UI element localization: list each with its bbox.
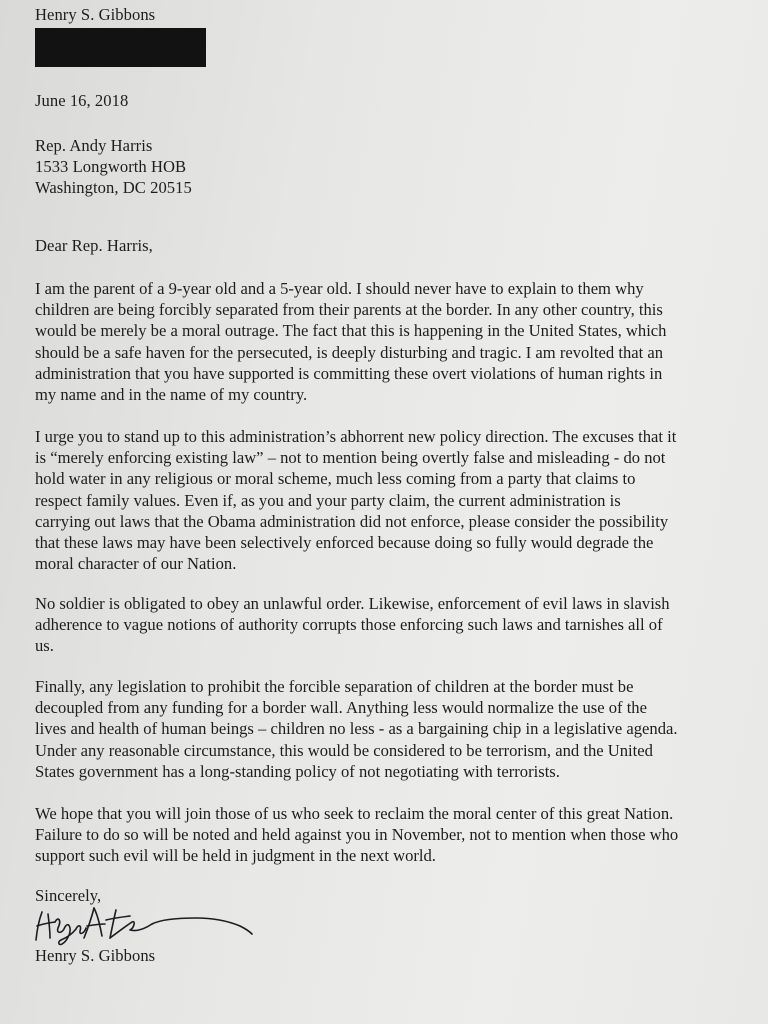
paragraph-line: I urge you to stand up to this administration’s abhorrent new policy direction. The excuses that it (35, 427, 677, 446)
redacted-address-block (35, 28, 206, 67)
letter-date: June 16, 2018 (35, 91, 129, 110)
paragraph-line: Failure to do so will be noted and held against you in November, not to mention when those who (35, 825, 679, 845)
paragraph-1 (35, 278, 755, 405)
paragraph-line: Finally, any legislation to prohibit the forcible separation of children at the border must be (35, 677, 634, 696)
paragraph-2 (35, 426, 755, 574)
recipient-line-1: Rep. Andy Harris (35, 136, 153, 155)
paragraph-line: support such evil will be held in judgment in the next world. (35, 846, 436, 866)
handwritten-signature (28, 896, 258, 946)
recipient-line-2: 1533 Longworth HOB (35, 157, 187, 176)
paragraph-line: decoupled from any funding for a border wall. Anything less would normalize the use of the (35, 698, 647, 718)
paragraph-line: adherence to vague notions of authority corrupts those enforcing such laws and tarnishes all of (35, 615, 663, 635)
paragraph-line: moral character of our Nation. (35, 554, 237, 574)
paragraph-line: States government has a long-standing policy of not negotiating with terrorists. (35, 761, 560, 781)
paragraph-line: hold water in any religious or moral scheme, much less coming from a party that claims to (35, 469, 636, 489)
closing: Sincerely, (35, 886, 102, 905)
paragraph-line: is “merely enforcing existing law” – not to mention being overtly false and misleading - do not (35, 448, 666, 468)
paragraph-line: I am the parent of a 9-year old and a 5-year old. I should never have to explain to them why (35, 279, 644, 298)
sender-name: Henry S. Gibbons (35, 5, 156, 24)
paragraph-line: lives and health of human beings – children no less - as a bargaining chip in a legislative agenda. (35, 719, 678, 739)
paragraph-line: We hope that you will join those of us who seek to reclaim the moral center of this great Nation. (35, 804, 674, 823)
paragraph-line: Under any reasonable circumstance, this would be considered to be terrorism, and the United (35, 740, 653, 760)
paragraph-line: children are being forcibly separated from their parents at the border. In any other country, this (35, 300, 663, 320)
paragraph-line: carrying out laws that the Obama administration did not enforce, please consider the possibility (35, 511, 669, 531)
recipient-line-3: Washington, DC 20515 (35, 178, 192, 197)
paragraph-4 (35, 676, 755, 782)
paragraph-line: that these laws may have been selectively enforced because doing so fully would degrade the (35, 533, 654, 553)
paragraph-5 (35, 803, 755, 867)
salutation: Dear Rep. Harris, (35, 236, 153, 255)
paragraph-line: us. (35, 636, 54, 656)
paragraph-line: administration that you have supported is committing these overt violations of human rights in (35, 363, 663, 383)
signature-name: Henry S. Gibbons (35, 946, 156, 965)
paragraph-line: would be merely be a moral outrage. The fact that this is happening in the United States, which (35, 321, 667, 341)
paragraph-line: my name and in the name of my country. (35, 385, 308, 405)
paragraph-3 (35, 593, 755, 657)
paragraph-line: should be a safe haven for the persecuted, is deeply disturbing and tragic. I am revolted that an (35, 342, 664, 362)
paragraph-line: respect family values. Even if, as you and your party claim, the current administration is (35, 490, 621, 510)
paragraph-line: No soldier is obligated to obey an unlawful order. Likewise, enforcement of evil laws in slavish (35, 594, 670, 613)
